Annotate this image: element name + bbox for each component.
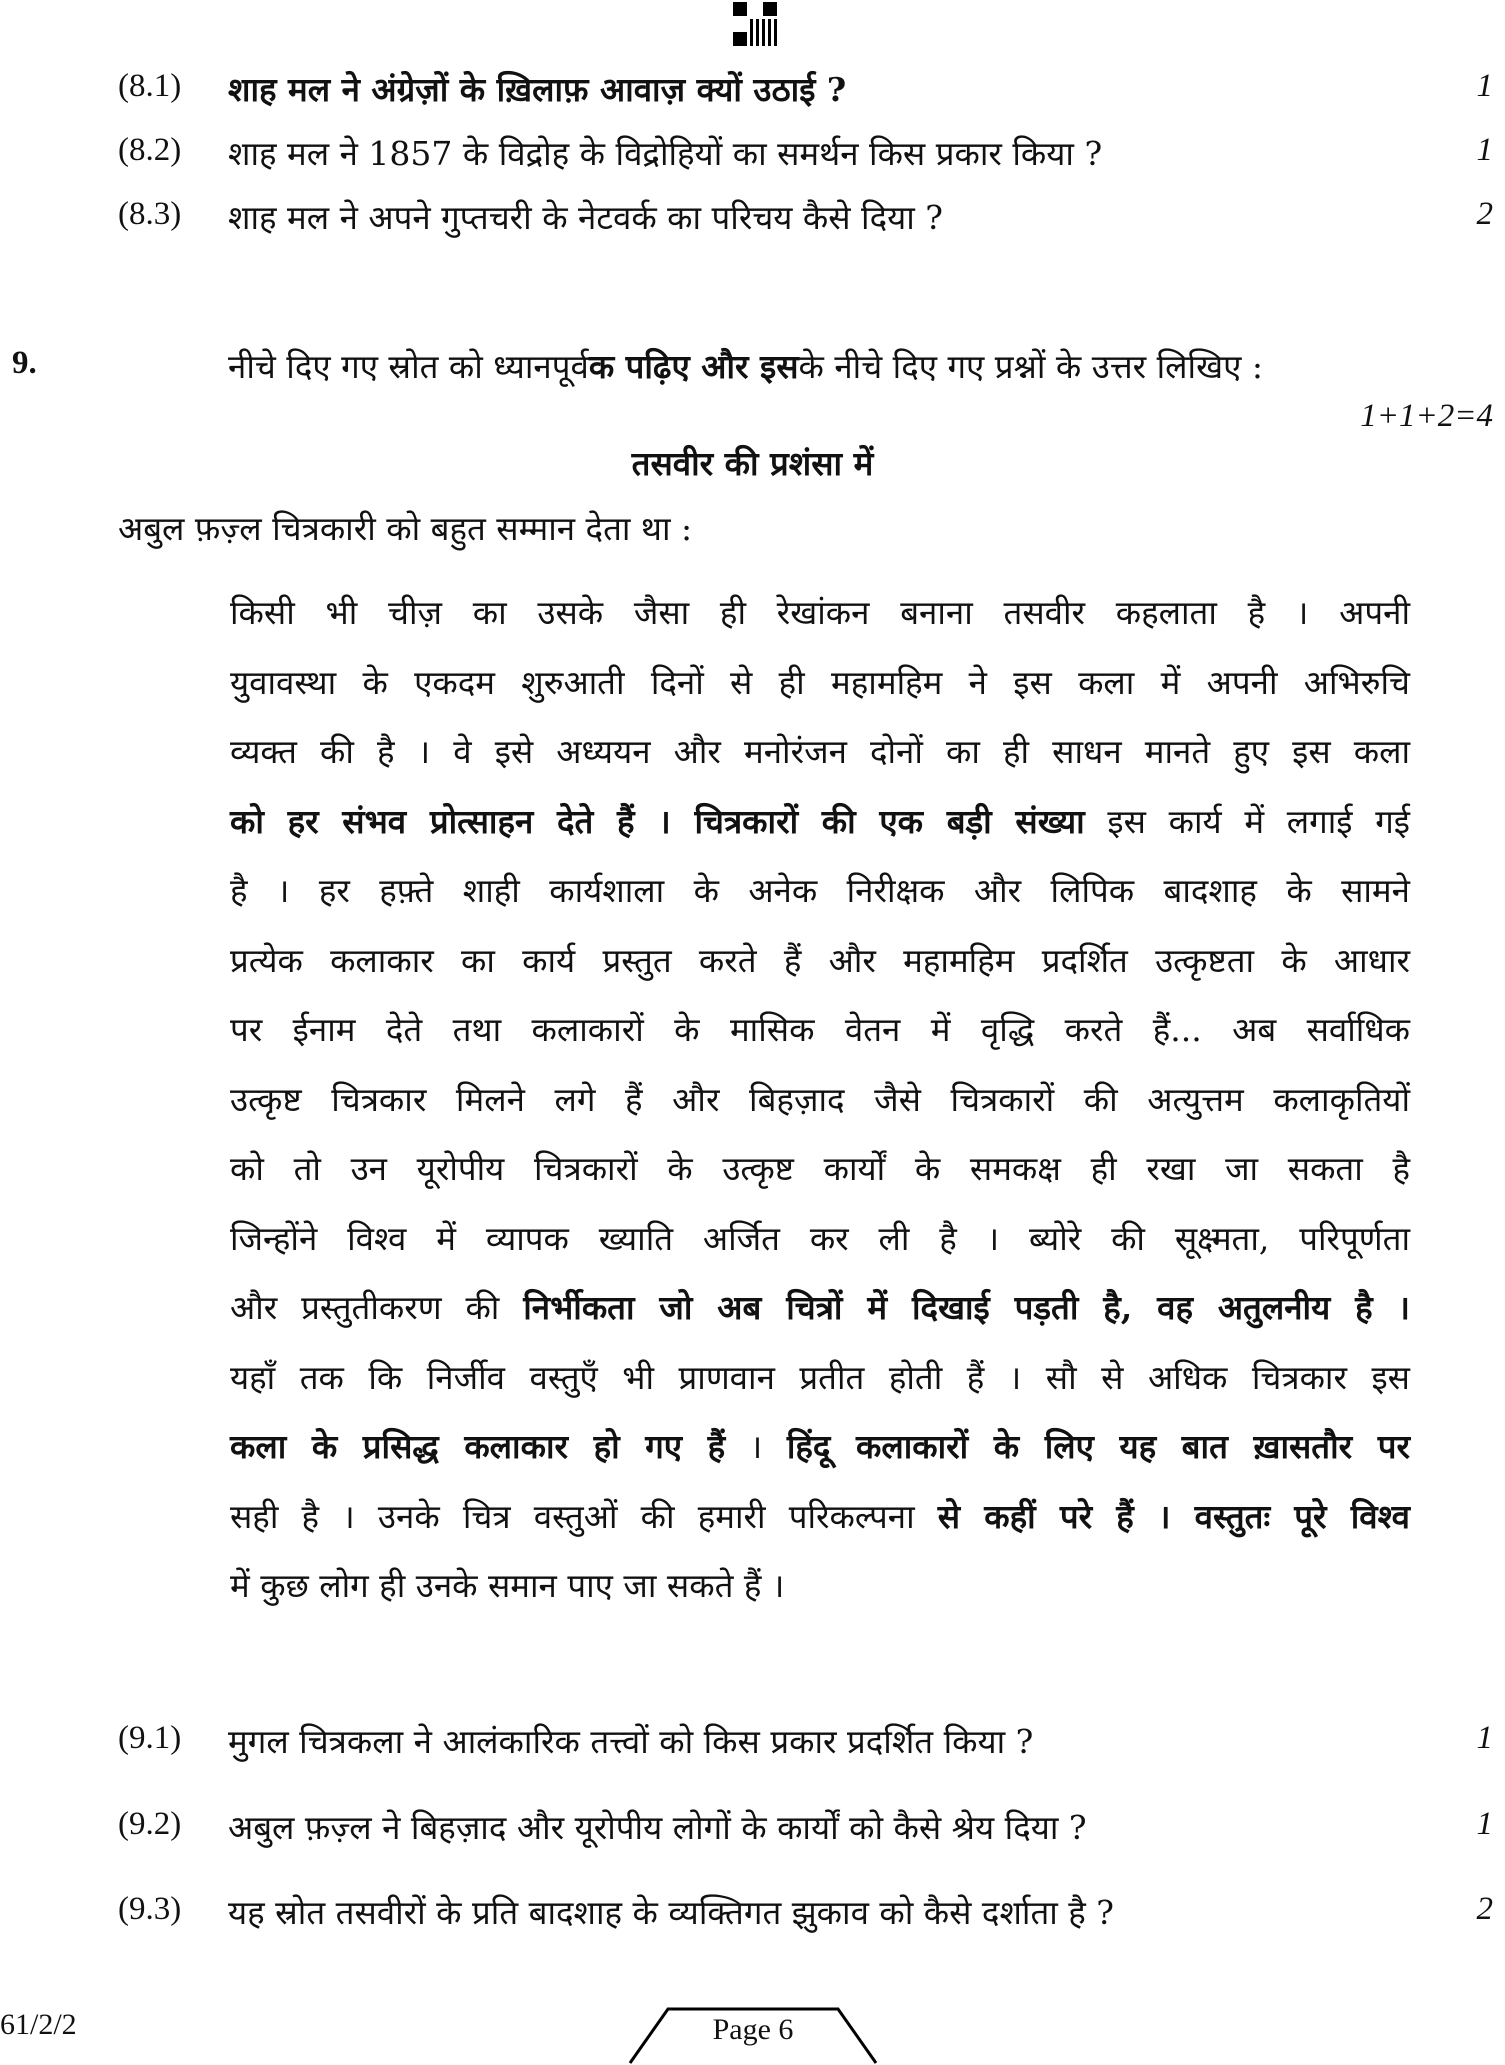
q9-2-text: अबुल फ़ज़्ल ने बिहज़ाद और यूरोपीय लोगों के कार्यों को कैसे श्रेय दिया ? [228, 1808, 1087, 1847]
source-passage [230, 578, 1410, 1621]
passage-line [230, 1273, 1410, 1343]
passage-text: है । हर हफ़्ते शाही कार्यशाला के अनेक निरीक्षक और लिपिक बादशाह के सामने [230, 871, 1410, 910]
q9-marks: 1+1+2=4 [1360, 398, 1493, 434]
passage-bold-text: को हर संभव प्रोत्साहन देते हैं । चित्रकारों की एक बड़ी संख्या [230, 801, 1085, 841]
passage-line [230, 578, 1410, 648]
passage-intro: अबुल फ़ज़्ल चित्रकारी को बहुत सम्मान देता था : [118, 509, 693, 548]
passage-text: युवावस्था के एकदम शुरुआती दिनों से ही महामहिम ने इस कला में अपनी अभिरुचि [230, 662, 1410, 702]
q8-1-text: शाह मल ने अंग्रेज़ों के ख़िलाफ़ आवाज़ क्यों उठाई ? [228, 70, 847, 109]
page-number-box [628, 2005, 878, 2065]
passage-line [230, 995, 1410, 1065]
passage-text: पर ईनाम देते तथा कलाकारों के मासिक वेतन में वृद्धि करते हैं... अब सर्वाधिक [230, 1010, 1410, 1049]
passage-text: इस कार्य में लगाई गई [1084, 801, 1410, 841]
passage-line [230, 1134, 1410, 1204]
page-number: Page 6 [712, 2013, 794, 2046]
passage-line [230, 1204, 1410, 1274]
q9-instruction-bold: क पढ़िए और इस [588, 347, 799, 386]
passage-text: और प्रस्तुतीकरण की [230, 1288, 524, 1327]
passage-text: को तो उन यूरोपीय चित्रकारों के उत्कृष्ट कार्यों के समकक्ष ही रखा जा सकता है [230, 1149, 1410, 1188]
passage-line [230, 1482, 1410, 1552]
passage-bold-text: से कहीं परे हैं । वस्तुतः पूरे विश्व [937, 1496, 1410, 1536]
q8-2-marks: 1 [1476, 132, 1493, 168]
passage-text: जिन्होंने विश्व में व्यापक ख्याति अर्जित कर ली है । ब्योरे की सूक्ष्मता, परिपूर्णता [230, 1218, 1410, 1258]
q8-1-number: (8.1) [118, 68, 182, 104]
passage-text: में कुछ लोग ही उनके समान पाए जा सकते हैं । [230, 1566, 785, 1605]
passage-line [230, 1343, 1410, 1413]
passage-text: प्रत्येक कलाकार का कार्य प्रस्तुत करते हैं और महामहिम प्रदर्शित उत्कृष्टता के आधार [230, 940, 1410, 980]
passage-line [230, 856, 1410, 926]
q8-3-marks: 2 [1476, 196, 1493, 232]
paper-code: 61/2/2 [0, 2008, 77, 2041]
qr-code [733, 2, 777, 46]
q9-1-number: (9.1) [118, 1720, 182, 1756]
passage-text: व्यक्त की है । वे इसे अध्ययन और मनोरंजन दोनों का ही साधन मानते हुए इस कला [230, 732, 1410, 771]
q9-3-number: (9.3) [118, 1891, 182, 1927]
q9-instruction [228, 343, 1263, 388]
q8-2-number: (8.2) [118, 132, 182, 168]
q9-2-number: (9.2) [118, 1806, 182, 1842]
passage-text: । [725, 1427, 787, 1466]
passage-line [230, 717, 1410, 787]
q9-instruction-part: के नीचे दिए गए प्रश्नों के उत्तर लिखिए : [798, 347, 1263, 386]
q9-3-text: यह स्रोत तसवीरों के प्रति बादशाह के व्यक्तिगत झुकाव को कैसे दर्शाता है ? [228, 1893, 1114, 1932]
q9-3-marks: 2 [1476, 1891, 1493, 1927]
q9-2-marks: 1 [1476, 1806, 1493, 1842]
passage-line [230, 1065, 1410, 1135]
passage-line [230, 648, 1410, 718]
q8-3-text: शाह मल ने अपने गुप्तचरी के नेटवर्क का परिचय कैसे दिया ? [228, 198, 944, 237]
passage-text: यहाँ तक कि निर्जीव वस्तुएँ भी प्राणवान प्रतीत होती हैं । सौ से अधिक चित्रकार इस [230, 1357, 1410, 1397]
passage-bold-text: निर्भीकता जो अब चित्रों में दिखाई पड़ती है, वह अतुलनीय है । [523, 1288, 1411, 1327]
passage-title: तसवीर की प्रशंसा में [631, 444, 874, 483]
q8-1-marks: 1 [1476, 68, 1493, 104]
passage-bold-text: हिंदू कलाकारों के लिए यह बात ख़ासतौर पर [786, 1427, 1410, 1466]
q8-2-text: शाह मल ने 1857 के विद्रोह के विद्रोहियों का समर्थन किस प्रकार किया ? [228, 134, 1103, 173]
q9-1-marks: 1 [1476, 1720, 1493, 1756]
passage-line [230, 787, 1410, 857]
passage-line [230, 1412, 1410, 1482]
q9-number: 9. [12, 345, 37, 381]
passage-line [230, 926, 1410, 996]
passage-text: किसी भी चीज़ का उसके जैसा ही रेखांकन बनाना तसवीर कहलाता है । अपनी [230, 593, 1410, 632]
q9-1-text: मुगल चित्रकला ने आलंकारिक तत्त्वों को किस प्रकार प्रदर्शित किया ? [228, 1722, 1034, 1761]
passage-bold-text: कला के प्रसिद्ध कलाकार हो गए हैं [230, 1427, 726, 1466]
passage-text: उत्कृष्ट चित्रकार मिलने लगे हैं और बिहज़ाद जैसे चित्रकारों की अत्युत्तम कलाकृतियों [230, 1079, 1410, 1119]
q9-instruction-part: नीचे दिए गए स्रोत को ध्यानपूर्व [228, 347, 589, 386]
passage-text: सही है । उनके चित्र वस्तुओं की हमारी परिकल्पना [230, 1496, 938, 1536]
passage-line [230, 1551, 1410, 1621]
q8-3-number: (8.3) [118, 196, 182, 232]
